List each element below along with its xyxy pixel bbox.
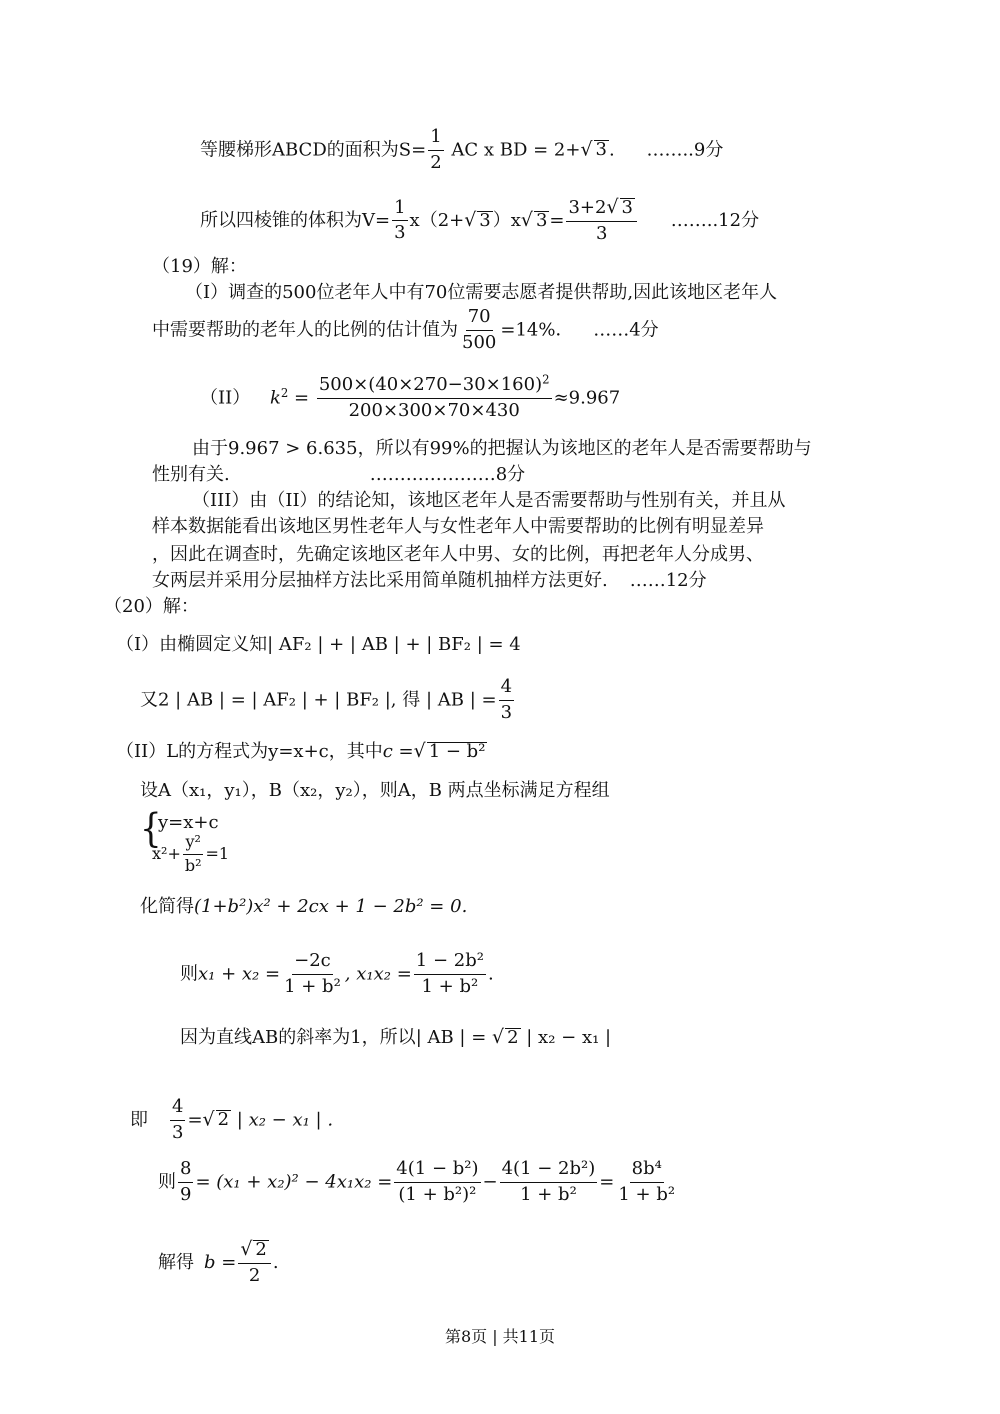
score-4: ……4分 (593, 319, 659, 341)
fraction-70-500: $\frac{70}{500}$ (462, 306, 497, 353)
score-12: ……..12分 (670, 209, 760, 231)
q19-heading: （19）解： (152, 256, 247, 277)
q20-ze: 则 $\frac{8}{9}$ = (x₁ + x₂)² − 4x₁x₂ = $\frac{\text{4(1 − b²)}}{\text{(1 + b²)²}}$ − $\frac{\text{4(1 − 2b²)}}{\text{1 + b²}}$ = $\frac{\text{8b⁴}}{\text{1 + b²}}$ (158, 1158, 676, 1205)
volume-prefix: 所以四棱锥的体积为V= (200, 209, 391, 231)
q20-ji: 即 $\frac{4}{3}$ =√ 2 | x₂ − x₁ | . (130, 1096, 334, 1143)
q20-solution: 解得 b = $\frac{√ 2}{2}$ . (158, 1238, 279, 1286)
score-8: …………………8分 (369, 464, 526, 485)
q19-part1-line1: （I）调查的500位老年人中有70位需要志愿者提供帮助,因此该地区老年人 (185, 282, 778, 303)
q20-part2-line2: 设A（x₁，y₁），B（x₂，y₂），则A，B 两点坐标满足方程组 (140, 780, 610, 801)
q19-part2-conclusion-2: 性别有关. …………………8分 (152, 464, 526, 485)
score-9: ……..9分 (646, 139, 724, 161)
page-footer: 第8页 | 共11页 (444, 1327, 556, 1346)
system-eq2: x²+ $\frac{\text{y²}}{\text{b²}}$ =1 (152, 832, 230, 875)
area-line: 等腰梯形ABCD的面积为S= $\frac{1}{2}$ AC x BD = 2+√ 3 . ……..9分 (200, 126, 724, 173)
q20-part2-line1: （II）L的方程式为y=x+c，其中c =√ 1 − b² (116, 740, 486, 762)
fraction-4-3: $\frac{4}{3}$ (500, 676, 513, 723)
q19-part3-line2: 样本数据能看出该地区男性老年人与女性老年人中需要帮助的比例有明显差异 (152, 516, 764, 537)
fraction-k-square: $\frac{500\times(40\times 270-30\times 160)^2}{200\times 300\times 70\times 430}$ (318, 372, 550, 421)
q19-part2: （II） $k^2$ = $\frac{500\times(40\times 270-30\times 160)^2}{200\times 300\times 70\times 430}$ ≈9.967 (200, 372, 621, 421)
fraction-third: $\frac{1}{3}$ (394, 196, 406, 244)
volume-line: 所以四棱锥的体积为V= $\frac{1}{3}$ x（2+√ 3 ）x√ 3 = $\frac{3+2√ 3}{3}$ ……..12分 (200, 196, 760, 244)
sqrt-symbol: √ (580, 138, 593, 161)
q19-part3-line3: ，因此在调查时，先确定该地区老年人中男、女的比例，再把老年人分成男、 (152, 544, 764, 565)
brace-icon: { (140, 806, 162, 852)
sqrt-3: 3 (595, 139, 607, 161)
q20-part1-line1: （I）由椭圆定义知| AF₂ | + | AB | + | BF₂ | = 4 (116, 634, 521, 655)
q19-part1-line2: 中需要帮助的老年人的比例的估计值为 $\frac{70}{500}$ =14%． ……4分 (152, 306, 659, 353)
q19-part3-line1: （III）由（II）的结论知，该地区老年人是否需要帮助与性别有关，并且从 (192, 490, 786, 511)
equation-system (140, 806, 280, 875)
q20-slope: 因为直线AB的斜率为1，所以| AB | = √ 2 | x₂ − x₁ | (180, 1026, 612, 1048)
q19-part2-conclusion-1: 由于9.967 > 6.635，所以有99%的把握认为该地区的老年人是否需要帮助与 (192, 438, 812, 459)
q20-heading: （20）解： (104, 596, 199, 617)
area-mid: AC x BD = 2+ (451, 139, 581, 161)
q20-vieta: 则x₁ + x₂ = $\frac{-2c}{\text{1 + b²}}$ , x₁x₂ = $\frac{\text{1 − 2b²}}{\text{1 + b²}}$ . (180, 950, 494, 997)
score-12b: ……12分 (629, 570, 707, 591)
area-prefix: 等腰梯形ABCD的面积为S= (200, 139, 427, 161)
system-eq1: y=x+c (158, 812, 219, 833)
q19-part3-line4: 女两层并采用分层抽样方法比采用简单随机抽样方法更好. ……12分 (152, 570, 707, 591)
q20-part1-line2: 又2 | AB | = | AF₂ | + | BF₂ |, 得 | AB | = $\frac{4}{3}$ (140, 676, 513, 723)
q20-simplify: 化简得(1+b²)x² + 2cx + 1 − 2b² = 0. (140, 896, 468, 917)
fraction-half: $\frac{1}{2}$ (430, 126, 442, 173)
fraction-volume: $\frac{3+2√ 3}{3}$ (566, 198, 637, 244)
